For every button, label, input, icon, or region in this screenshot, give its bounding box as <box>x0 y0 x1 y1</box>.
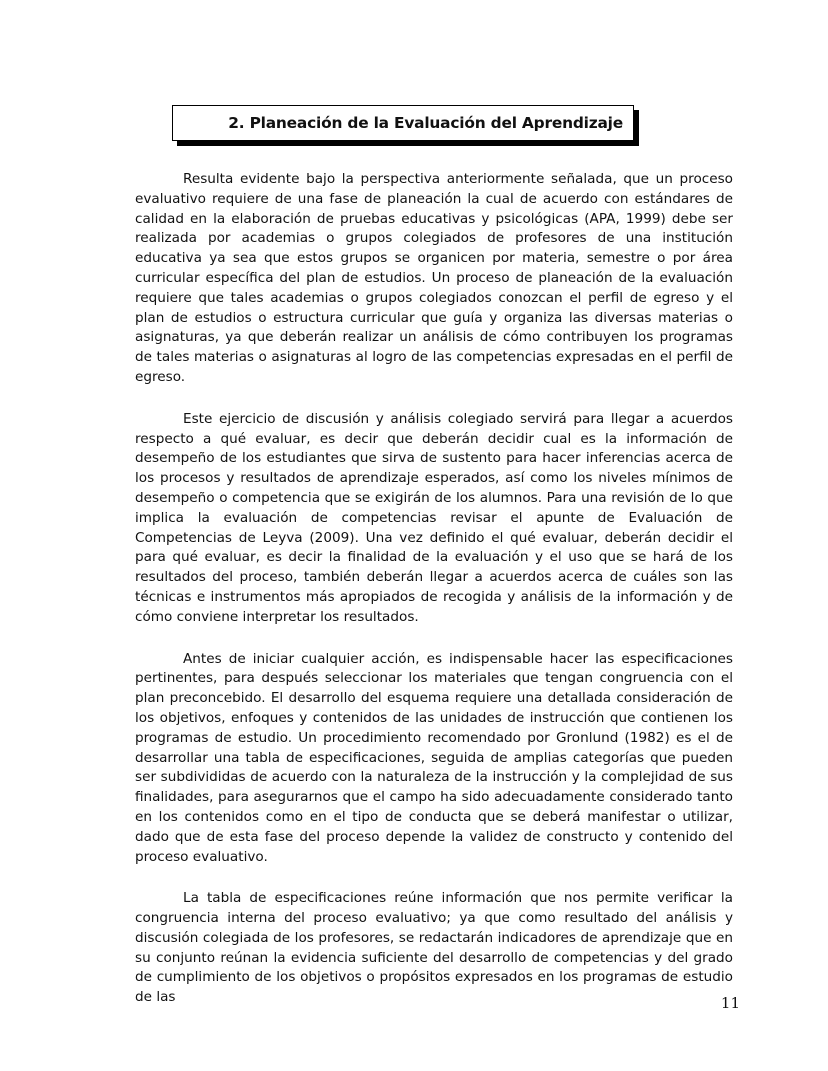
paragraph-4: La tabla de especificaciones reúne información que nos permite verificar la congruencia interna del proceso evaluativo; ya que como resultado del análisis y discusión colegiada de los profesores, se redactarán indicadores de aprendizaje que en su conjunto reúnan la evidencia suficiente del desarrollo de competencias y del grado de cumplimiento de los objetivos o propósitos expresados en los programas de estudio de las <box>135 890 733 1006</box>
paragraph-1: Resulta evidente bajo la perspectiva anteriormente señalada, que un proceso evaluativo requiere de una fase de planeación la cual de acuerdo con estándares de calidad en la elaboración de pruebas educativas y psicológicas (APA, 1999) debe ser realizada por academias o grupos colegiados de profesores de una institución educativa ya sea que estos grupos se organicen por materia, semestre o por área curricular específica del plan de estudios. Un proceso de planeación de la evaluación requiere que tales academias o grupos colegiados conozcan el perfil de egreso y el plan de estudios o estructura curricular que guía y organiza las diversas materias o asignaturas, ya que deberán realizar un análisis de cómo contribuyen los programas de tales materias o asignaturas al logro de las competencias expresadas en el perfil de egreso. <box>135 171 733 385</box>
document-body <box>135 170 733 1030</box>
section-title-box <box>172 105 634 141</box>
page-number: 11 <box>720 994 740 1012</box>
paragraph-2: Este ejercicio de discusión y análisis colegiado servirá para llegar a acuerdos respecto a qué evaluar, es decir que deberán decidir cual es la información de desempeño de los estudiantes que sirva de sustento para hacer inferencias acerca de los procesos y resultados de aprendizaje esperados, así como los niveles mínimos de desempeño o competencia que se exigirán de los alumnos. Para una revisión de lo que implica la evaluación de competencias revisar el apunte de Evaluación de Competencias de Leyva (2009). Una vez definido el qué evaluar, deberán decidir el para qué evaluar, es decir la finalidad de la evaluación y el uso que se hará de los resultados del proceso, también deberán llegar a acuerdos acerca de cuáles son las técnicas e instrumentos más apropiados de recogida y análisis de la información y de cómo conviene interpretar los resultados. <box>135 410 733 625</box>
paragraph-3: Antes de iniciar cualquier acción, es indispensable hacer las especificaciones pertinentes, para después seleccionar los materiales que tengan congruencia con el plan preconcebido. El desarrollo del esquema requiere una detallada consideración de los objetivos, enfoques y contenidos de las unidades de instrucción que contienen los programas de estudio. Un procedimiento recomendado por Gronlund (1982) es el de desarrollar una tabla de especificaciones, seguida de amplias categorías que pueden ser subdivididas de acuerdo con la naturaleza de la instrucción y la complejidad de sus finalidades, para asegurarnos que el campo ha sido adecuadamente considerado tanto en los contenidos como en el tipo de conducta que se deberá manifestar o utilizar, dado que de esta fase del proceso depende la validez de constructo y contenido del proceso evaluativo. <box>135 650 733 865</box>
section-title: 2. Planeación de la Evaluación del Aprendizaje <box>228 114 623 132</box>
